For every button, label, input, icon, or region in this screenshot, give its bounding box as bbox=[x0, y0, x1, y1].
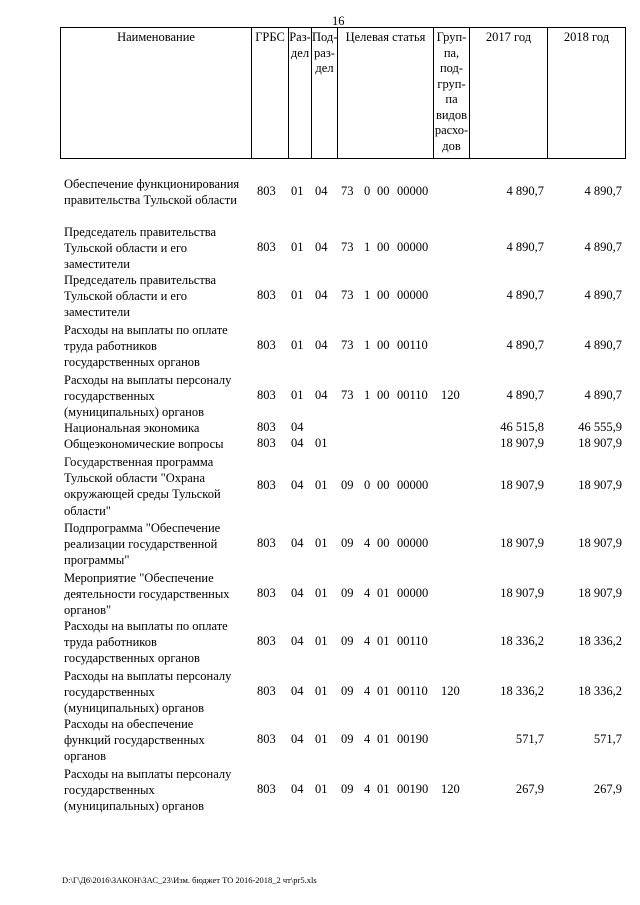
grbs-cell: 803 bbox=[257, 184, 276, 198]
target-event-cell: 01 bbox=[377, 732, 390, 746]
target-program-cell: 09 bbox=[341, 684, 354, 698]
target-subprogram-cell: 0 bbox=[364, 184, 371, 198]
row-name-line: Тульской области "Охрана bbox=[64, 471, 206, 486]
amount-2018-cell: 18 336,2 bbox=[578, 684, 622, 698]
amount-2017-cell: 267,9 bbox=[515, 782, 544, 796]
podrazdel-cell: 01 bbox=[315, 782, 328, 796]
row-name-line: Мероприятие "Обеспечение bbox=[64, 571, 214, 585]
target-subprogram-cell: 4 bbox=[364, 782, 371, 796]
row-name-line: (муниципальных) органов bbox=[64, 799, 205, 814]
target-direction-cell: 00110 bbox=[397, 388, 428, 402]
razdel-cell: 04 bbox=[291, 782, 304, 796]
podrazdel-cell: 01 bbox=[315, 684, 328, 698]
target-event-cell: 01 bbox=[377, 634, 390, 648]
row-name-line: Расходы на выплаты по оплате bbox=[64, 619, 228, 633]
razdel-cell: 04 bbox=[291, 536, 304, 550]
target-event-cell: 01 bbox=[377, 586, 390, 600]
target-event-cell: 01 bbox=[377, 782, 390, 796]
amount-2018-cell: 18 907,9 bbox=[578, 536, 622, 550]
razdel-cell: 04 bbox=[291, 732, 304, 746]
header-razdel: Раз- дел bbox=[288, 28, 311, 158]
amount-2017-cell: 4 890,7 bbox=[506, 388, 544, 402]
row-name-line: Общеэкономические вопросы bbox=[64, 437, 224, 451]
grbs-cell: 803 bbox=[257, 478, 276, 492]
amount-2018-cell: 18 907,9 bbox=[578, 586, 622, 600]
target-event-cell: 00 bbox=[377, 536, 390, 550]
row-name-line: Обеспечение функционирования bbox=[64, 177, 240, 191]
target-direction-cell: 00110 bbox=[397, 684, 428, 698]
row-name-line: (муниципальных) органов bbox=[64, 701, 205, 716]
header-2017: 2017 год bbox=[469, 28, 547, 158]
target-direction-cell: 00190 bbox=[397, 782, 429, 796]
grbs-cell: 803 bbox=[257, 288, 276, 302]
header-2018: 2018 год bbox=[547, 28, 625, 158]
expense-type-cell: 120 bbox=[441, 782, 460, 796]
target-event-cell: 00 bbox=[377, 388, 390, 402]
amount-2017-cell: 4 890,7 bbox=[506, 288, 544, 302]
row-name-line: Расходы на выплаты персоналу bbox=[64, 373, 232, 387]
row-name bbox=[64, 520, 250, 569]
amount-2018-cell: 4 890,7 bbox=[584, 184, 622, 198]
podrazdel-cell: 04 bbox=[315, 288, 328, 302]
podrazdel-cell: 01 bbox=[315, 478, 328, 492]
target-direction-cell: 00000 bbox=[397, 586, 429, 600]
target-program-cell: 09 bbox=[341, 586, 354, 600]
target-direction-cell: 00000 bbox=[397, 184, 429, 198]
grbs-cell: 803 bbox=[257, 586, 276, 600]
row-name-line: Тульской области и его bbox=[64, 289, 188, 304]
row-name-line: государственных органов bbox=[64, 651, 200, 666]
row-name-line: заместители bbox=[64, 257, 130, 272]
target-program-cell: 09 bbox=[341, 782, 354, 796]
row-name bbox=[64, 436, 250, 452]
amount-2017-cell: 18 907,9 bbox=[500, 586, 544, 600]
amount-2017-cell: 571,7 bbox=[515, 732, 544, 746]
target-program-cell: 09 bbox=[341, 536, 354, 550]
razdel-cell: 01 bbox=[291, 288, 304, 302]
amount-2018-cell: 571,7 bbox=[593, 732, 622, 746]
row-name bbox=[64, 420, 250, 436]
row-name-line: окружающей среды Тульской bbox=[64, 487, 221, 502]
row-name-line: (муниципальных) органов bbox=[64, 405, 205, 420]
grbs-cell: 803 bbox=[257, 338, 276, 352]
target-direction-cell: 00000 bbox=[397, 478, 429, 492]
row-name-line: Подпрограмма "Обеспечение bbox=[64, 521, 221, 535]
row-name-line: Расходы на выплаты персоналу bbox=[64, 669, 232, 683]
podrazdel-cell: 04 bbox=[315, 184, 328, 198]
target-subprogram-cell: 4 bbox=[364, 684, 371, 698]
razdel-cell: 01 bbox=[291, 184, 304, 198]
target-subprogram-cell: 4 bbox=[364, 536, 371, 550]
target-subprogram-cell: 1 bbox=[364, 240, 371, 254]
header-podrazdel: Под- раз- дел bbox=[311, 28, 337, 158]
grbs-cell: 803 bbox=[257, 436, 276, 450]
grbs-cell: 803 bbox=[257, 684, 276, 698]
row-name-line: органов bbox=[64, 749, 107, 764]
podrazdel-cell: 01 bbox=[315, 586, 328, 600]
razdel-cell: 04 bbox=[291, 420, 304, 434]
razdel-cell: 04 bbox=[291, 478, 304, 492]
razdel-cell: 04 bbox=[291, 634, 304, 648]
target-program-cell: 09 bbox=[341, 732, 354, 746]
razdel-cell: 04 bbox=[291, 684, 304, 698]
row-name-line: заместители bbox=[64, 305, 130, 320]
row-name-line: государственных bbox=[64, 685, 155, 700]
amount-2018-cell: 18 907,9 bbox=[578, 436, 622, 450]
grbs-cell: 803 bbox=[257, 388, 276, 402]
row-name-line: Расходы на выплаты по оплате bbox=[64, 323, 228, 337]
expense-type-cell: 120 bbox=[441, 684, 460, 698]
target-program-cell: 73 bbox=[341, 240, 354, 254]
razdel-cell: 01 bbox=[291, 240, 304, 254]
row-name bbox=[64, 372, 250, 421]
row-name-line: труда работников bbox=[64, 635, 157, 650]
amount-2018-cell: 18 907,9 bbox=[578, 478, 622, 492]
target-subprogram-cell: 4 bbox=[364, 634, 371, 648]
row-name-line: Государственная программа bbox=[64, 455, 214, 469]
amount-2017-cell: 4 890,7 bbox=[506, 338, 544, 352]
grbs-cell: 803 bbox=[257, 420, 276, 434]
amount-2017-cell: 18 336,2 bbox=[500, 634, 544, 648]
amount-2018-cell: 4 890,7 bbox=[584, 338, 622, 352]
podrazdel-cell: 04 bbox=[315, 240, 328, 254]
row-name bbox=[64, 454, 250, 519]
target-event-cell: 00 bbox=[377, 240, 390, 254]
row-name bbox=[64, 618, 250, 667]
target-event-cell: 00 bbox=[377, 478, 390, 492]
row-name-line: Национальная экономика bbox=[64, 421, 200, 435]
target-subprogram-cell: 4 bbox=[364, 586, 371, 600]
row-name-line: функций государственных bbox=[64, 733, 205, 748]
target-program-cell: 73 bbox=[341, 184, 354, 198]
row-name-line: государственных органов bbox=[64, 355, 200, 370]
razdel-cell: 04 bbox=[291, 436, 304, 450]
target-event-cell: 00 bbox=[377, 288, 390, 302]
row-name-line: правительства Тульской области bbox=[64, 193, 237, 208]
row-name bbox=[64, 716, 250, 765]
amount-2017-cell: 18 336,2 bbox=[500, 684, 544, 698]
grbs-cell: 803 bbox=[257, 536, 276, 550]
file-path-footer: D:\Г\Д6\2016\ЗАКОН\ЗАС_23\Изм. бюджет ТО 2016-2018_2 чт\pr5.xls bbox=[62, 875, 317, 885]
podrazdel-cell: 01 bbox=[315, 436, 328, 450]
row-name bbox=[64, 322, 250, 371]
target-event-cell: 00 bbox=[377, 184, 390, 198]
expense-type-cell: 120 bbox=[441, 388, 460, 402]
table-header bbox=[60, 27, 626, 159]
target-event-cell: 01 bbox=[377, 684, 390, 698]
target-subprogram-cell: 1 bbox=[364, 288, 371, 302]
amount-2018-cell: 46 555,9 bbox=[578, 420, 622, 434]
amount-2017-cell: 18 907,9 bbox=[500, 436, 544, 450]
amount-2018-cell: 4 890,7 bbox=[584, 240, 622, 254]
row-name-line: Тульской области и его bbox=[64, 241, 188, 256]
row-name bbox=[64, 570, 250, 619]
row-name bbox=[64, 224, 250, 273]
row-name-line: Председатель правительства bbox=[64, 225, 217, 239]
target-direction-cell: 00190 bbox=[397, 732, 429, 746]
target-direction-cell: 00110 bbox=[397, 338, 428, 352]
header-vid: Груп- па, под- груп- па видов расхо- дов bbox=[433, 28, 469, 158]
target-direction-cell: 00000 bbox=[397, 240, 429, 254]
target-subprogram-cell: 1 bbox=[364, 338, 371, 352]
target-direction-cell: 00000 bbox=[397, 288, 429, 302]
row-name bbox=[64, 668, 250, 717]
target-program-cell: 73 bbox=[341, 288, 354, 302]
target-program-cell: 73 bbox=[341, 338, 354, 352]
row-name-line: Председатель правительства bbox=[64, 273, 217, 287]
header-grbs: ГРБС bbox=[251, 28, 288, 158]
razdel-cell: 04 bbox=[291, 586, 304, 600]
row-name-line: государственных bbox=[64, 389, 155, 404]
amount-2018-cell: 4 890,7 bbox=[584, 288, 622, 302]
target-direction-cell: 00000 bbox=[397, 536, 429, 550]
podrazdel-cell: 01 bbox=[315, 732, 328, 746]
amount-2017-cell: 46 515,8 bbox=[500, 420, 544, 434]
target-program-cell: 09 bbox=[341, 634, 354, 648]
target-program-cell: 73 bbox=[341, 388, 354, 402]
page-number: 16 bbox=[332, 14, 345, 28]
razdel-cell: 01 bbox=[291, 338, 304, 352]
row-name-line: реализации государственной bbox=[64, 537, 218, 552]
row-name bbox=[64, 766, 250, 815]
podrazdel-cell: 01 bbox=[315, 536, 328, 550]
row-name bbox=[64, 272, 250, 321]
target-program-cell: 09 bbox=[341, 478, 354, 492]
grbs-cell: 803 bbox=[257, 732, 276, 746]
grbs-cell: 803 bbox=[257, 782, 276, 796]
podrazdel-cell: 04 bbox=[315, 388, 328, 402]
row-name bbox=[64, 176, 250, 208]
target-event-cell: 00 bbox=[377, 338, 390, 352]
target-subprogram-cell: 1 bbox=[364, 388, 371, 402]
row-name-line: области" bbox=[64, 503, 111, 518]
row-name-line: деятельности государственных bbox=[64, 587, 230, 602]
target-subprogram-cell: 4 bbox=[364, 732, 371, 746]
row-name-line: государственных bbox=[64, 783, 155, 798]
grbs-cell: 803 bbox=[257, 634, 276, 648]
row-name-line: труда работников bbox=[64, 339, 157, 354]
header-name: Наименование bbox=[117, 30, 195, 44]
amount-2017-cell: 4 890,7 bbox=[506, 184, 544, 198]
target-subprogram-cell: 0 bbox=[364, 478, 371, 492]
razdel-cell: 01 bbox=[291, 388, 304, 402]
amount-2017-cell: 4 890,7 bbox=[506, 240, 544, 254]
row-name-line: Расходы на выплаты персоналу bbox=[64, 767, 232, 781]
podrazdel-cell: 01 bbox=[315, 634, 328, 648]
amount-2018-cell: 267,9 bbox=[593, 782, 622, 796]
grbs-cell: 803 bbox=[257, 240, 276, 254]
amount-2018-cell: 4 890,7 bbox=[584, 388, 622, 402]
amount-2018-cell: 18 336,2 bbox=[578, 634, 622, 648]
header-target: Целевая статья bbox=[337, 28, 433, 158]
target-direction-cell: 00110 bbox=[397, 634, 428, 648]
row-name-line: программы" bbox=[64, 553, 130, 568]
row-name-line: органов" bbox=[64, 603, 112, 618]
podrazdel-cell: 04 bbox=[315, 338, 328, 352]
amount-2017-cell: 18 907,9 bbox=[500, 478, 544, 492]
amount-2017-cell: 18 907,9 bbox=[500, 536, 544, 550]
row-name-line: Расходы на обеспечение bbox=[64, 717, 194, 731]
